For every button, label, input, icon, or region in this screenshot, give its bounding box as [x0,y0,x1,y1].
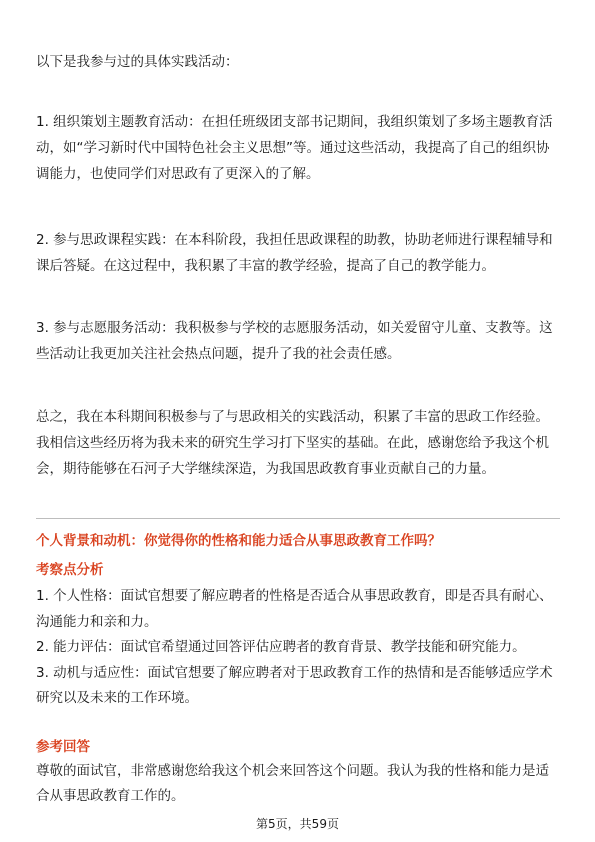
page-number: 第5页，共59页 [256,817,339,831]
analysis-item-3: 3. 动机与适应性：面试官想要了解应聘者对于思政教育工作的热情和是否能够适应学术研究以及未来的工作环境。 [36,664,553,706]
section-divider [36,518,560,519]
practice-item-1: 1. 组织策划主题教育活动：在担任班级团支部书记期间，我组织策划了多场主题教育活动，如“学习新时代中国特色社会主义思想”等。通过这些活动，我提高了自己的组织协调能力，也使同学们对思政有了更深入的了解。 [36,114,553,182]
analysis-heading: 考察点分析 [36,562,104,578]
analysis-list [36,584,560,712]
analysis-item-2: 2. 能力评估：面试官希望通过回答评估应聘者的教育背景、教学技能和研究能力。 [36,639,526,655]
intro-paragraph: 以下是我参与过的具体实践活动： [36,54,239,70]
answer-paragraph: 尊敬的面试官，非常感谢您给我这个机会来回答这个问题。我认为我的性格和能力是适合从事思政教育工作的。 [36,763,549,804]
analysis-item-1: 1. 个人性格：面试官想要了解应聘者的性格是否适合从事思政教育，即是否具有耐心、沟通能力和亲和力。 [36,588,553,630]
practice-item-2: 2. 参与思政课程实践：在本科阶段，我担任思政课程的助教，协助老师进行课程辅导和课后答疑。在这过程中，我积累了丰富的教学经验，提高了自己的教学能力。 [36,232,553,274]
conclusion-paragraph: 总之，我在本科期间积极参与了与思政相关的实践活动，积累了丰富的思政工作经验。我相信这些经历将为我未来的研究生学习打下坚实的基础。在此，感谢您给予我这个机会，期待能够在石河子大学继续深造，为我国思政教育事业贡献自己的力量。 [36,409,549,477]
practice-item-3: 3. 参与志愿服务活动：我积极参与学校的志愿服务活动，如关爱留守儿童、支教等。这些活动让我更加关注社会热点问题，提升了我的社会责任感。 [36,320,553,362]
answer-heading: 参考回答 [36,739,90,755]
interview-question: 个人背景和动机：你觉得你的性格和能力适合从事思政教育工作吗？ [36,533,441,549]
